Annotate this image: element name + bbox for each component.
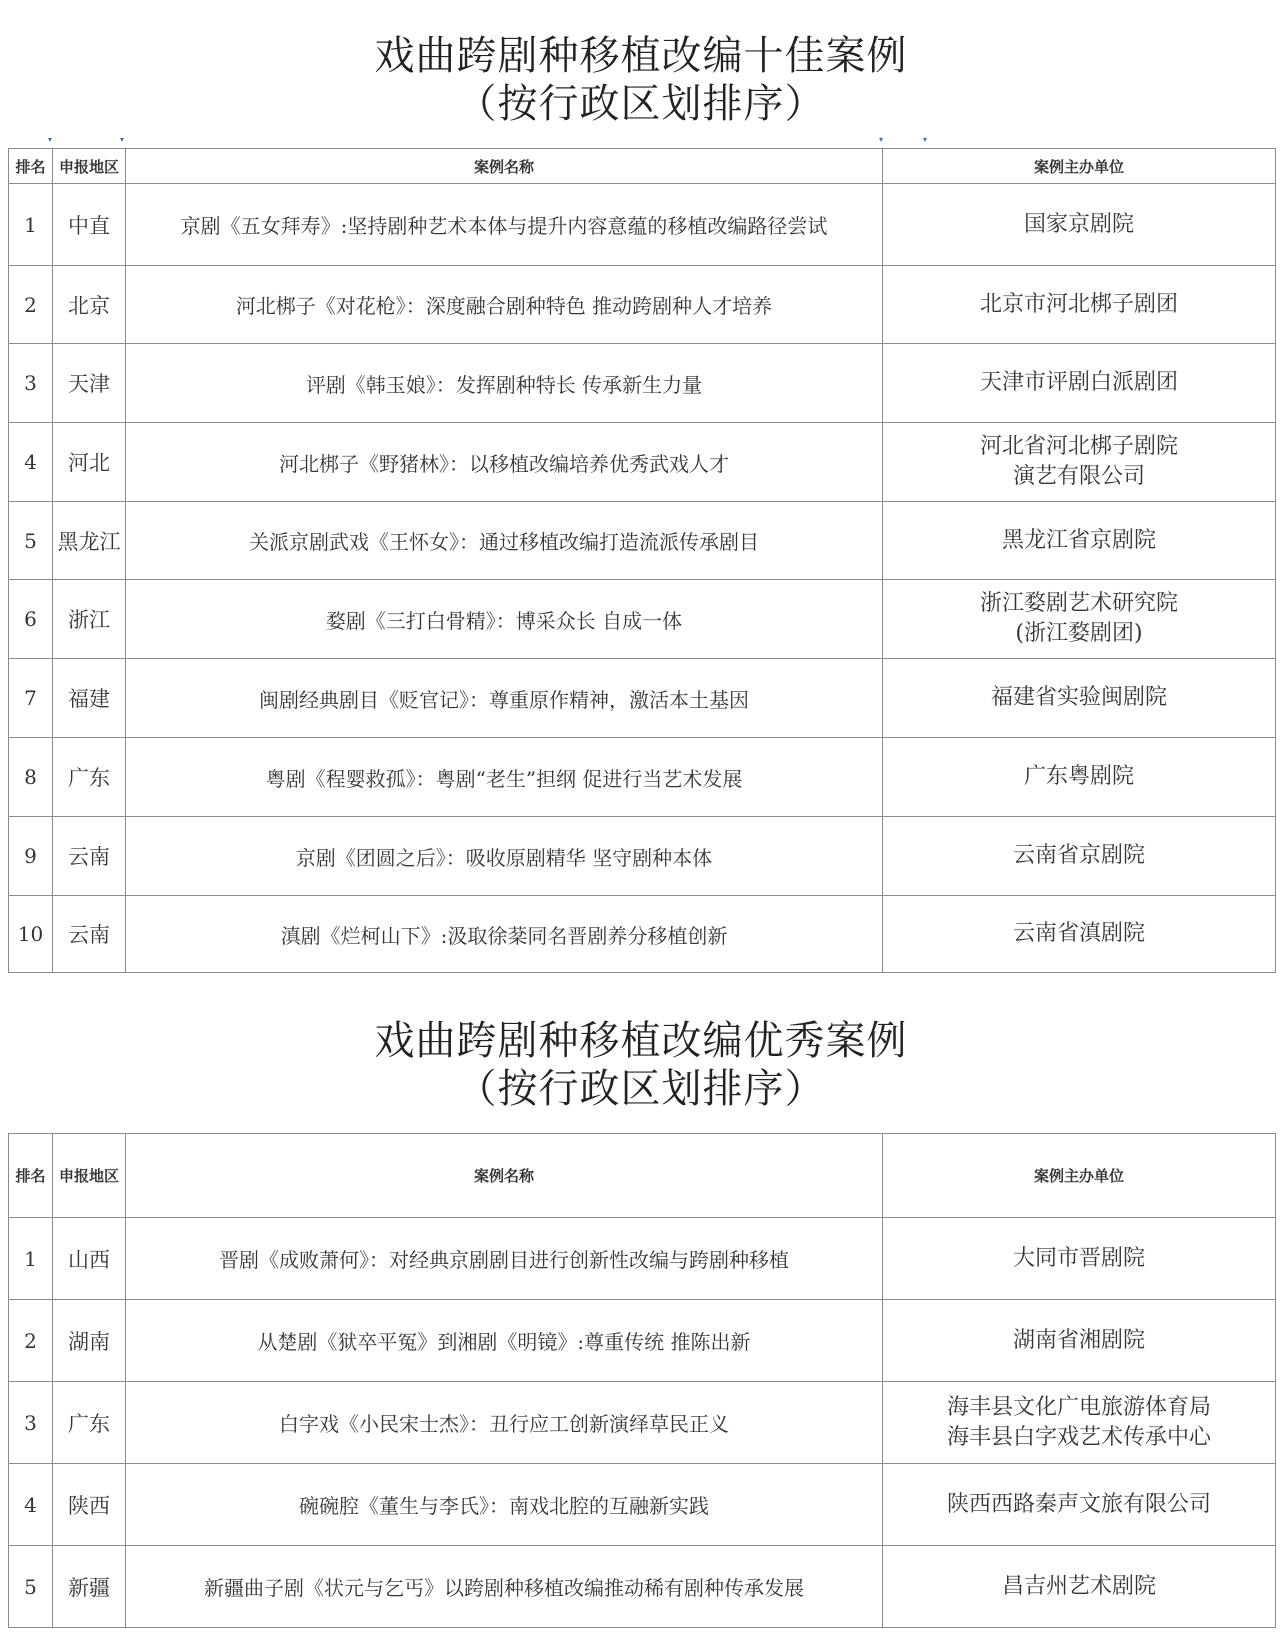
filter-dropdown-icon[interactable]: ▾ bbox=[878, 135, 883, 144]
organizer-cell bbox=[883, 580, 1276, 659]
organizer-line: 北京市河北梆子剧团 bbox=[979, 291, 1178, 317]
rank-cell: 4 bbox=[9, 1464, 53, 1546]
table-row bbox=[9, 1218, 1276, 1300]
rank-cell: 1 bbox=[9, 1218, 53, 1300]
case-name-cell: 碗碗腔《董生与李氏》：南戏北腔的互融新实践 bbox=[126, 1464, 883, 1546]
organizer-cell bbox=[883, 423, 1276, 502]
rank-cell: 5 bbox=[9, 502, 53, 580]
excellent-cases-table bbox=[8, 1133, 1276, 1628]
filter-dropdown-icon[interactable]: ▾ bbox=[119, 135, 124, 144]
case-name-cell: 粤剧《程婴救孤》：粤剧“老生”担纲 促进行当艺术发展 bbox=[126, 738, 883, 817]
case-name-cell: 河北梆子《对花枪》：深度融合剧种特色 推动跨剧种人才培养 bbox=[126, 266, 883, 344]
organizer-cell bbox=[883, 1382, 1276, 1464]
table-row bbox=[9, 580, 1276, 659]
organizer-line: 云南省滇剧院 bbox=[1012, 921, 1145, 946]
region-cell: 广东 bbox=[53, 1382, 126, 1464]
table-row bbox=[9, 502, 1276, 580]
organizer-line: 国家京剧院 bbox=[1023, 211, 1134, 237]
filter-dropdown-icon[interactable]: ▾ bbox=[47, 135, 52, 144]
bottom-title: 戏曲跨剧种移植改编优秀案例 bbox=[374, 1018, 908, 1064]
table-row bbox=[9, 1300, 1276, 1382]
organizer-line: 云南省京剧院 bbox=[1012, 843, 1145, 868]
rank-cell: 8 bbox=[9, 738, 53, 817]
organizer-cell bbox=[883, 896, 1276, 973]
case-name-cell: 闽剧经典剧目《贬官记》：尊重原作精神，激活本土基因 bbox=[126, 659, 883, 738]
region-cell: 陕西 bbox=[53, 1464, 126, 1546]
organizer-line: 天津市评剧白派剧团 bbox=[979, 370, 1178, 395]
header-region: 申报地区 bbox=[53, 149, 126, 184]
header-organizer: 案例主办单位 bbox=[883, 1134, 1276, 1218]
case-name-cell: 评剧《韩玉娘》：发挥剧种特长 传承新生力量 bbox=[126, 344, 883, 423]
rank-cell: 10 bbox=[9, 896, 53, 973]
organizer-cell bbox=[883, 1546, 1276, 1628]
region-cell: 中直 bbox=[53, 184, 126, 266]
organizer-line: 湖南省湘剧院 bbox=[1012, 1327, 1145, 1353]
case-name-cell: 新疆曲子剧《状元与乞丐》以跨剧种移植改编推动稀有剧种传承发展 bbox=[126, 1546, 883, 1628]
region-cell: 云南 bbox=[53, 817, 126, 896]
organizer-cell bbox=[883, 1218, 1276, 1300]
header-region: 申报地区 bbox=[53, 1134, 126, 1218]
region-cell: 广东 bbox=[53, 738, 126, 817]
table-row bbox=[9, 817, 1276, 896]
case-name-cell: 从楚剧《狱卒平冤》到湘剧《明镜》:尊重传统 推陈出新 bbox=[126, 1300, 883, 1382]
table-header-row bbox=[9, 1134, 1276, 1218]
bottom-title-block bbox=[8, 1017, 1274, 1113]
organizer-line: 陕西西路秦声文旅有限公司 bbox=[946, 1491, 1211, 1517]
table-row bbox=[9, 1382, 1276, 1464]
rank-cell: 5 bbox=[9, 1546, 53, 1628]
organizer-line: 海丰县文化广电旅游体育局 bbox=[946, 1394, 1211, 1420]
organizer-line: 黑龙江省京剧院 bbox=[1001, 527, 1156, 553]
organizer-cell bbox=[883, 344, 1276, 423]
table-row bbox=[9, 423, 1276, 502]
organizer-line: 广东粤剧院 bbox=[1023, 764, 1134, 789]
table-row bbox=[9, 896, 1276, 973]
header-organizer: 案例主办单位 bbox=[883, 149, 1276, 184]
filter-dropdown-icon[interactable]: ▾ bbox=[922, 135, 927, 144]
table-row bbox=[9, 266, 1276, 344]
organizer-cell bbox=[883, 1464, 1276, 1546]
table-row bbox=[9, 1464, 1276, 1546]
bottom-subtitle: （按行政区划排序） bbox=[456, 1066, 826, 1112]
case-name-cell: 关派京剧武戏《王怀女》：通过移植改编打造流派传承剧目 bbox=[126, 502, 883, 580]
case-name-cell: 京剧《五女拜寿》:坚持剧种艺术本体与提升内容意蕴的移植改编路径尝试 bbox=[126, 184, 883, 266]
region-cell: 河北 bbox=[53, 423, 126, 502]
organizer-cell bbox=[883, 266, 1276, 344]
organizer-cell bbox=[883, 659, 1276, 738]
header-case-name: 案例名称 bbox=[126, 1134, 883, 1218]
organizer-cell bbox=[883, 1300, 1276, 1382]
organizer-line: 河北省河北梆子剧院 bbox=[979, 434, 1178, 459]
region-cell: 云南 bbox=[53, 896, 126, 973]
rank-cell: 3 bbox=[9, 344, 53, 423]
table-header-row bbox=[9, 149, 1276, 184]
region-cell: 北京 bbox=[53, 266, 126, 344]
region-cell: 湖南 bbox=[53, 1300, 126, 1382]
rank-cell: 2 bbox=[9, 266, 53, 344]
case-name-cell: 滇剧《烂柯山下》:汲取徐棻同名晋剧养分移植创新 bbox=[126, 896, 883, 973]
organizer-cell bbox=[883, 184, 1276, 266]
organizer-line: 昌吉州艺术剧院 bbox=[1001, 1573, 1156, 1599]
rank-cell: 9 bbox=[9, 817, 53, 896]
organizer-line: (浙江婺剧团) bbox=[1015, 621, 1143, 646]
organizer-cell bbox=[883, 817, 1276, 896]
header-rank: 排名 bbox=[9, 1134, 53, 1218]
organizer-cell bbox=[883, 738, 1276, 817]
organizer-cell bbox=[883, 502, 1276, 580]
organizer-line: 大同市晋剧院 bbox=[1012, 1245, 1145, 1271]
case-name-cell: 晋剧《成败萧何》：对经典京剧剧目进行创新性改编与跨剧种移植 bbox=[126, 1218, 883, 1300]
top-title-block bbox=[8, 32, 1274, 128]
filter-row bbox=[8, 136, 1274, 146]
region-cell: 福建 bbox=[53, 659, 126, 738]
region-cell: 山西 bbox=[53, 1218, 126, 1300]
region-cell: 新疆 bbox=[53, 1546, 126, 1628]
organizer-line: 浙江婺剧艺术研究院 bbox=[979, 591, 1178, 616]
rank-cell: 1 bbox=[9, 184, 53, 266]
table-row bbox=[9, 184, 1276, 266]
case-name-cell: 京剧《团圆之后》：吸收原剧精华 坚守剧种本体 bbox=[126, 817, 883, 896]
table-row bbox=[9, 659, 1276, 738]
header-case-name: 案例名称 bbox=[126, 149, 883, 184]
top-title: 戏曲跨剧种移植改编十佳案例 bbox=[374, 33, 908, 79]
top-subtitle: （按行政区划排序） bbox=[456, 81, 826, 127]
case-name-cell: 婺剧《三打白骨精》：博采众长 自成一体 bbox=[126, 580, 883, 659]
top-cases-table bbox=[8, 148, 1276, 973]
rank-cell: 2 bbox=[9, 1300, 53, 1382]
region-cell: 黑龙江 bbox=[53, 502, 126, 580]
rank-cell: 7 bbox=[9, 659, 53, 738]
header-rank: 排名 bbox=[9, 149, 53, 184]
rank-cell: 6 bbox=[9, 580, 53, 659]
case-name-cell: 河北梆子《野猪林》：以移植改编培养优秀武戏人才 bbox=[126, 423, 883, 502]
region-cell: 天津 bbox=[53, 344, 126, 423]
table-row bbox=[9, 738, 1276, 817]
organizer-line: 福建省实验闽剧院 bbox=[990, 685, 1167, 710]
case-name-cell: 白字戏《小民宋士杰》：丑行应工创新演绎草民正义 bbox=[126, 1382, 883, 1464]
rank-cell: 3 bbox=[9, 1382, 53, 1464]
organizer-line: 演艺有限公司 bbox=[1012, 464, 1145, 489]
organizer-line: 海丰县白字戏艺术传承中心 bbox=[946, 1424, 1211, 1450]
table-row bbox=[9, 1546, 1276, 1628]
rank-cell: 4 bbox=[9, 423, 53, 502]
region-cell: 浙江 bbox=[53, 580, 126, 659]
table-row bbox=[9, 344, 1276, 423]
